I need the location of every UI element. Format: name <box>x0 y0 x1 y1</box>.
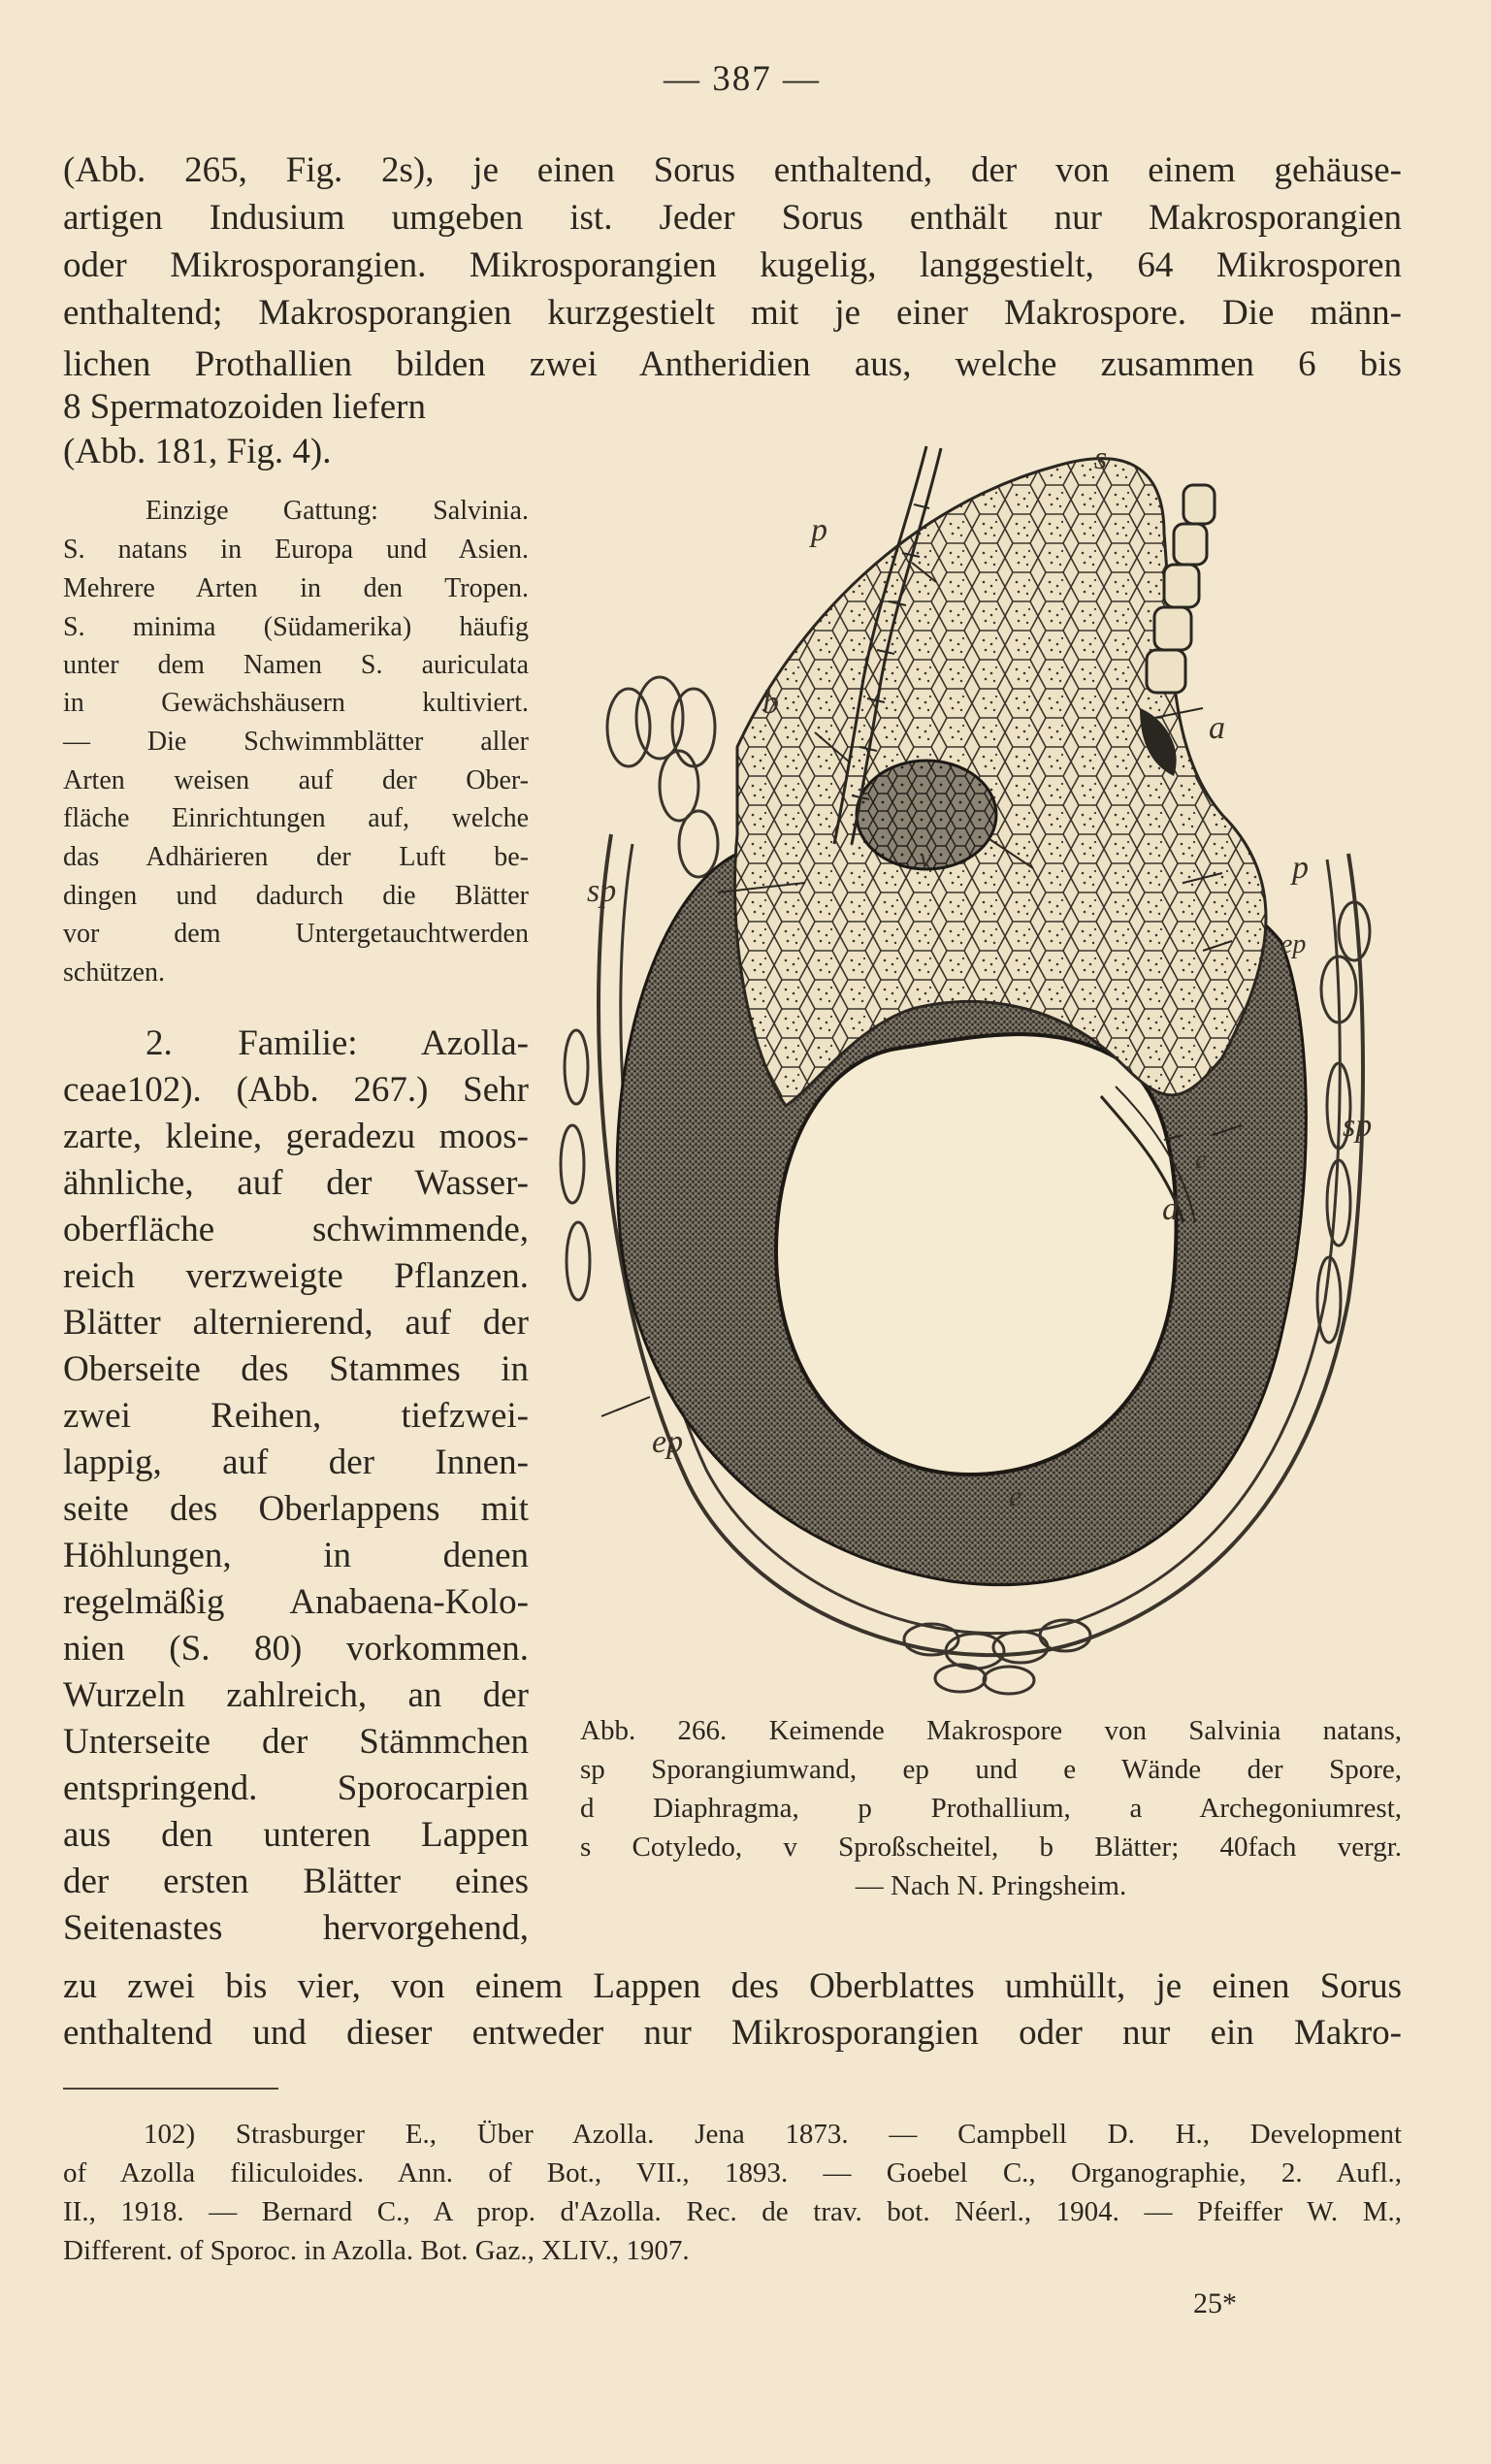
footnote-line: 102) Strasburger E., Über Azolla. Jena 1873. — Campbell D. H., Development <box>144 2119 1402 2150</box>
text-line: lappig, auf der Innen- <box>63 1443 529 1482</box>
text-line: entspringend. Sporocarpien <box>63 1768 529 1808</box>
figure-label-e: e <box>1195 1145 1208 1175</box>
figure-label-p: p <box>811 512 827 548</box>
text-line: vor dem Untergetauchtwerden <box>63 919 529 949</box>
text-line: fläche Einrichtungen auf, welche <box>63 803 529 833</box>
footnote-rule <box>63 2088 278 2090</box>
text-line: Blätter alternierend, auf der <box>63 1303 529 1343</box>
text-line: Arten weisen auf der Ober- <box>63 765 529 795</box>
text-line: der ersten Blätter eines <box>63 1862 529 1901</box>
text-line: S. natans in Europa und Asien. <box>63 535 529 565</box>
text-line: Höhlungen, in denen <box>63 1536 529 1575</box>
figure-label-sp: sp <box>587 873 617 909</box>
figure-label-v: v <box>920 844 932 874</box>
text-line: enthaltend; Makrosporangien kurzgestielt mit je einer Makrospore. Die männ- <box>63 293 1402 333</box>
text-line: in Gewächshäusern kultiviert. <box>63 688 529 718</box>
footnote-line: of Azolla filiculoides. Ann. of Bot., VII., 1893. — Goebel C., Organographie, 2. Aufl., <box>63 2157 1402 2188</box>
caption-line: sp Sporangiumwand, ep und e Wände der Spore, <box>580 1754 1402 1785</box>
page-number: — 387 — <box>664 59 821 99</box>
text-line: zu zwei bis vier, von einem Lappen des Oberblattes umhüllt, je einen Sorus <box>63 1966 1402 2006</box>
text-line: Seitenastes hervorgehend, <box>63 1908 529 1948</box>
text-line: lichen Prothallien bilden zwei Antheridien aus, welche zusammen 6 bis <box>63 344 1402 384</box>
text-line: artigen Indusium umgeben ist. Jeder Sorus enthält nur Makrosporangien <box>63 198 1402 238</box>
figure-label-a: a <box>1209 710 1225 746</box>
text-line: seite des Oberlappens mit <box>63 1489 529 1529</box>
figure-label-d: d <box>1162 1191 1179 1227</box>
text-line: ähnliche, auf der Wasser- <box>63 1163 529 1203</box>
figure-label-p: p <box>1292 850 1309 886</box>
footnote-line: Different. of Sporoc. in Azolla. Bot. Gaz., XLIV., 1907. <box>63 2235 690 2266</box>
footnote-line: II., 1918. — Bernard C., A prop. d'Azolla. Rec. de trav. bot. Néerl., 1904. — Pfeiffer W. M., <box>63 2196 1402 2227</box>
text-line: 8 Spermatozoiden liefern <box>63 387 426 427</box>
caption-line: Abb. 266. Keimende Makrospore von Salvinia natans, <box>580 1715 1402 1746</box>
text-line: dingen und dadurch die Blätter <box>63 881 529 911</box>
text-line: oberfläche schwimmende, <box>63 1210 529 1249</box>
caption-line: d Diaphragma, p Prothallium, a Archegoniumrest, <box>580 1793 1402 1824</box>
macrospore-illustration <box>543 427 1416 1707</box>
text-line: Einzige Gattung: Salvinia. <box>146 496 529 526</box>
figure-label-e: e <box>1009 1480 1022 1512</box>
text-line: ceae102). (Abb. 267.) Sehr <box>63 1070 529 1110</box>
caption-line: s Cotyledo, v Sproßscheitel, b Blätter; 40fach vergr. <box>580 1832 1402 1863</box>
text-line: (Abb. 181, Fig. 4). <box>63 432 332 471</box>
figure-label-ep: ep <box>1280 929 1307 959</box>
text-line: zwei Reihen, tiefzwei- <box>63 1396 529 1436</box>
text-line: Wurzeln zahlreich, an der <box>63 1675 529 1715</box>
text-line: reich verzweigte Pflanzen. <box>63 1256 529 1296</box>
text-line: Mehrere Arten in den Tropen. <box>63 573 529 603</box>
text-line: Unterseite der Stämmchen <box>63 1722 529 1762</box>
figure-label-s: s <box>1094 440 1108 476</box>
text-line: nien (S. 80) vorkommen. <box>63 1629 529 1669</box>
text-line: (Abb. 265, Fig. 2s), je einen Sorus enthaltend, der von einem gehäuse- <box>63 150 1402 190</box>
text-line: unter dem Namen S. auriculata <box>63 650 529 680</box>
signature-mark: 25* <box>1193 2287 1237 2319</box>
figure-label-ep: ep <box>652 1424 684 1460</box>
text-line: enthaltend und dieser entweder nur Mikrosporangien oder nur ein Makro- <box>63 2013 1402 2053</box>
text-line: — Die Schwimmblätter aller <box>63 727 529 757</box>
text-line: regelmäßig Anabaena-Kolo- <box>63 1582 529 1622</box>
text-line: Oberseite des Stammes in <box>63 1349 529 1389</box>
text-line: 2. Familie: Azolla- <box>146 1023 529 1063</box>
text-line: schützen. <box>63 957 165 988</box>
text-line: S. minima (Südamerika) häufig <box>63 612 529 642</box>
text-line: oder Mikrosporangien. Mikrosporangien kugelig, langgestielt, 64 Mikrosporen <box>63 245 1402 285</box>
text-line: zarte, kleine, geradezu moos- <box>63 1117 529 1156</box>
figure-label-b: b <box>762 685 779 721</box>
text-line: das Adhärieren der Luft be- <box>63 842 529 872</box>
figure-label-sp: sp <box>1343 1108 1373 1144</box>
caption-line: — Nach N. Pringsheim. <box>855 1870 1127 1901</box>
text-line: aus den unteren Lappen <box>63 1815 529 1855</box>
